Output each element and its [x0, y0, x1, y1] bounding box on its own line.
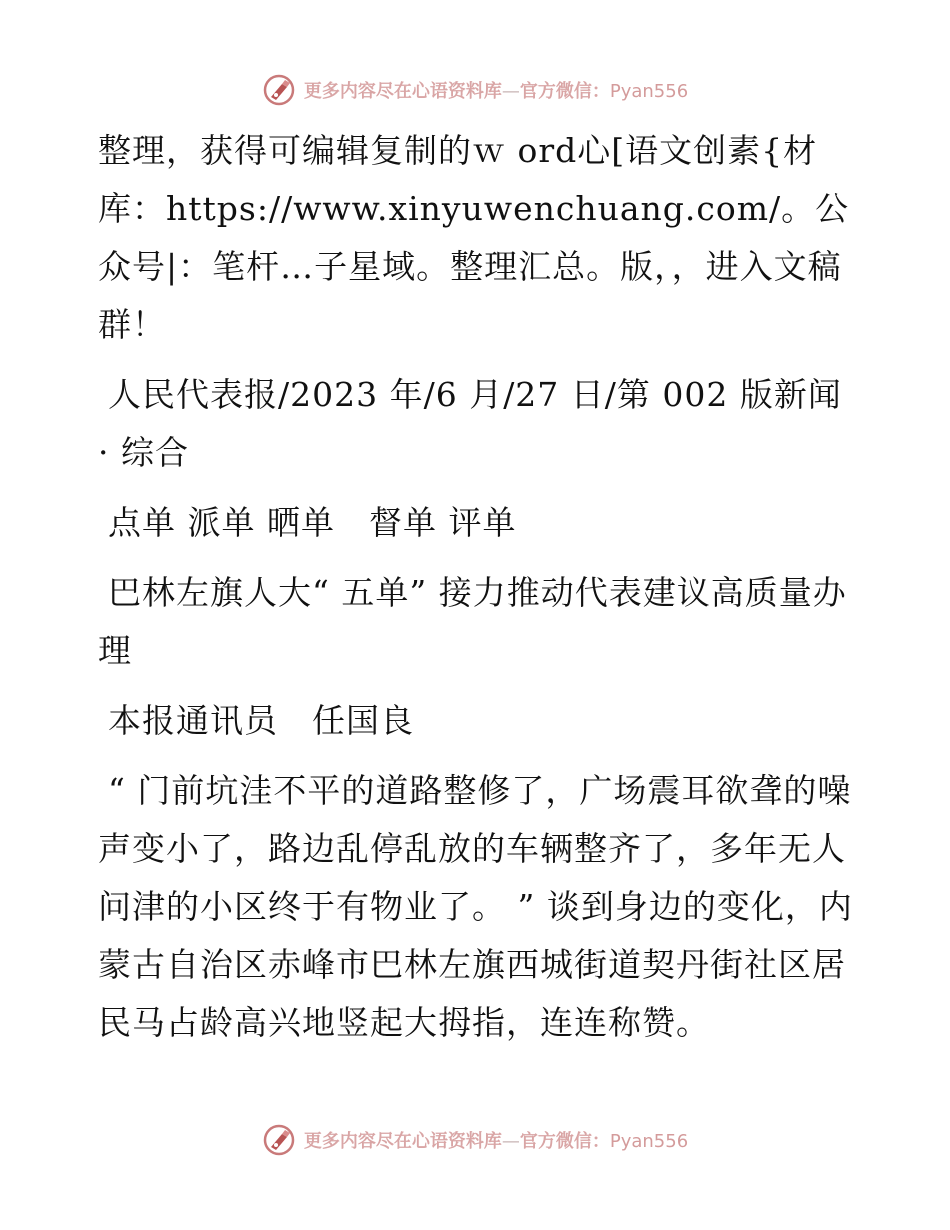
banner-separator: — [501, 81, 520, 102]
banner-wechat-label: 官方微信： [519, 81, 610, 102]
byline: 本报通讯员 任国良 [108, 701, 414, 740]
pen-nib-logo-icon [262, 73, 296, 107]
banner-text [304, 77, 688, 103]
source-line: 人民代表报/2023 年/6 月/27 日/第 002 版新闻 · 综合 [98, 375, 842, 472]
footer-banner [0, 1120, 950, 1160]
banner-title: 更多内容尽在心语资料库 [303, 81, 502, 102]
banner-wechat-id: Pyan556 [609, 81, 689, 102]
header-banner [0, 70, 950, 110]
banner-wechat-label: 官方微信： [519, 1131, 610, 1152]
body-paragraph: “ 门前坑洼不平的道路整修了，广场震耳欲聋的噪声变小了，路边乱停乱放的车辆整齐了，多年无人问津的小区终于有物业了。 ” 谈到身边的变化，内蒙古自治区赤峰市巴林左旗西城街道契丹街社区居民马占龄高兴地竖起大拇指，连连称赞。 [98, 771, 853, 1042]
document-body [98, 122, 858, 1064]
banner-separator: — [501, 1131, 520, 1152]
intro-paragraph: 整理，获得可编辑复制的ｗ ord心[语文创素{材库：https://www.xinyuwenchuang.com/。公众号|：笔杆…子星域。整理汇总。版，，进入文稿群！ [98, 131, 850, 344]
banner-text [304, 1127, 688, 1153]
banner-wechat-id: Pyan556 [609, 1131, 689, 1152]
pen-nib-logo-icon [262, 1123, 296, 1157]
headline: 巴林左旗人大“ 五单” 接力推动代表建议高质量办理 [98, 573, 847, 670]
banner-title: 更多内容尽在心语资料库 [303, 1131, 502, 1152]
subtitle-line: 点单 派单 晒单 督单 评单 [108, 503, 517, 542]
